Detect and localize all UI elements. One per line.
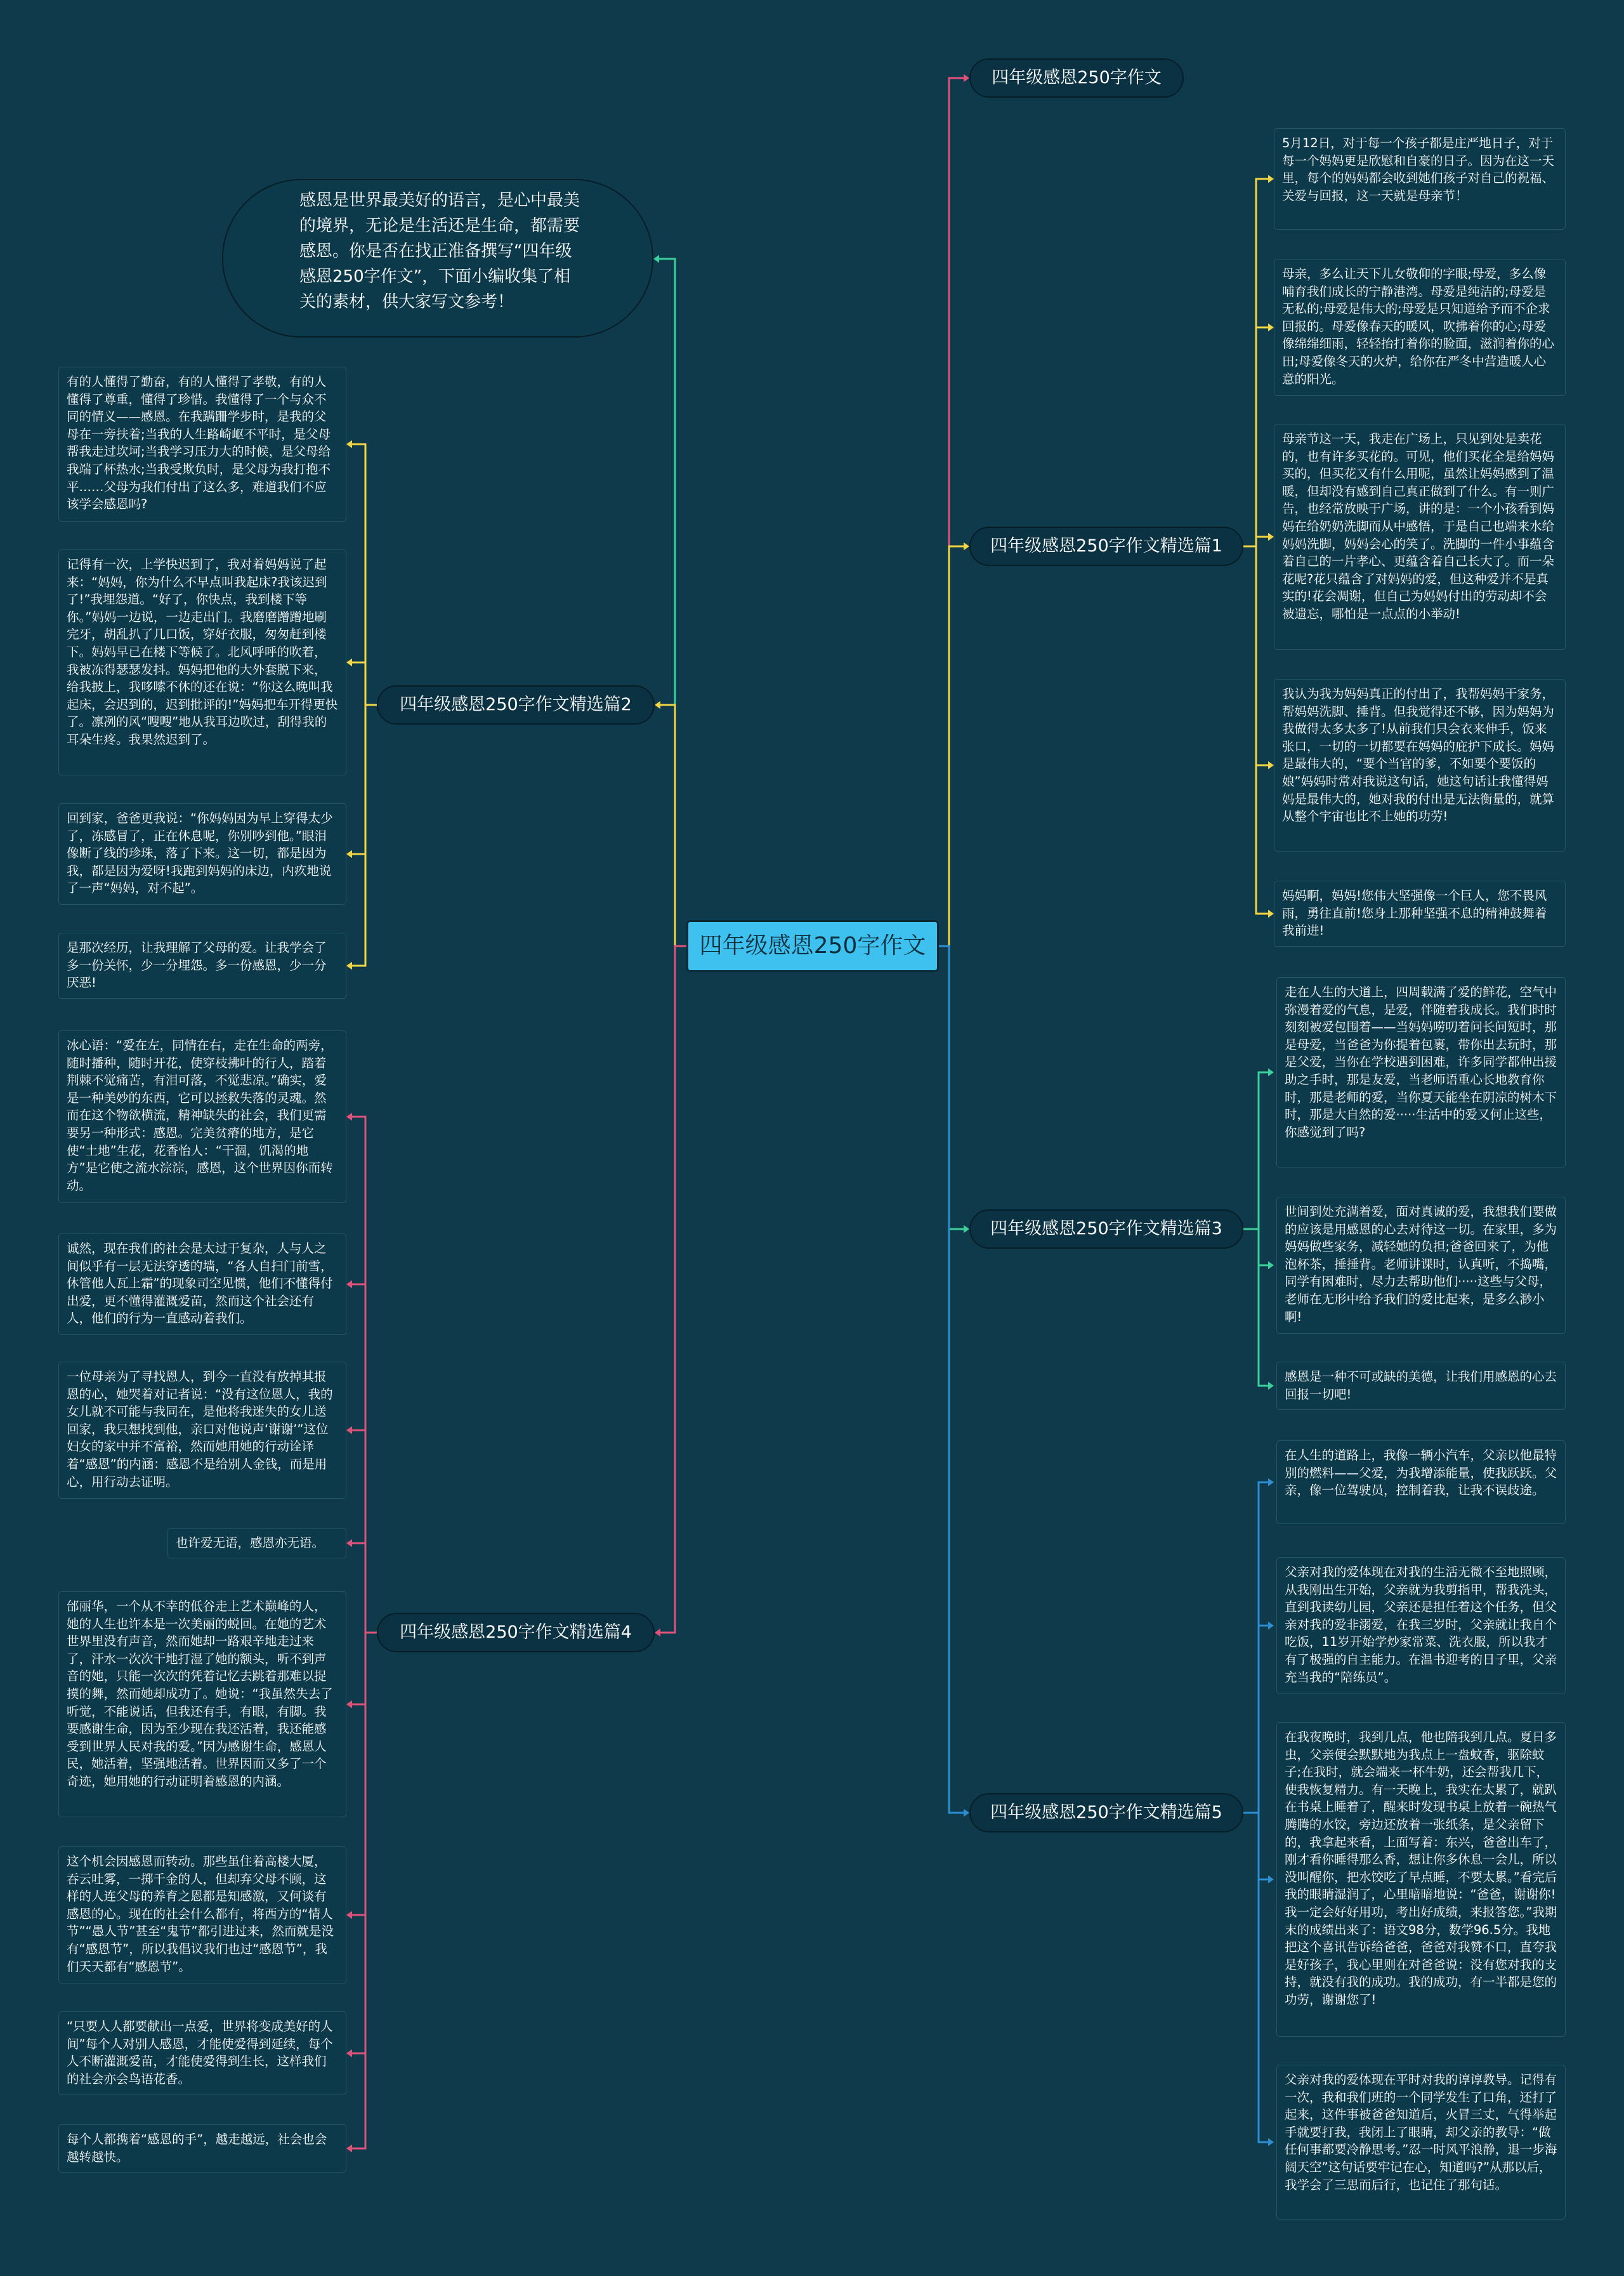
connector-arrow [1268,1622,1274,1630]
connector-arrow [653,255,659,263]
connector-b5-2 [1243,1813,1270,1879]
branch-topic-1[interactable]: 四年级感恩250字作文精选篇1 [969,527,1243,566]
connector-arrow [346,1280,352,1289]
leaf-b4-5[interactable]: 邰丽华，一个从不幸的低谷走上艺术巅峰的人，她的人生也许本是一次美丽的蜕回。在她的艺术世界里没有声音，然而她却一路艰辛地走过来了，汗水一次次干地打湿了她的额头，听不到声音的她，只能一次次的凭着记忆去跳着那难以捉摸的舞，然而她却成功了。她说：“我虽然失去了听觉，不能说话，但我还有手，有眼，有脚。我要感谢生命，因为至少现在我还活着，我还能感受到世界人民对我的爱。”因为感谢生命，感恩人民，她活着，坚强地活着。世界因而又多了一个奇迹，她用她的行动证明着感恩的内涵。 [58,1591,346,1817]
connector-b2-1 [350,662,377,705]
leaf-b2-1[interactable]: 有的人懂得了勤奋，有的人懂得了孝敬，有的人懂得了尊重，懂得了珍惜。我懂得了一个与众不同的情义——感恩。在我蹒跚学步时，是我的父母在一旁扶着;当我的人生路崎岖不平时，是父母帮我走过坎坷;当我学习压力大的时候，是父母给我端了杯热水;当我受欺负时，是父母为我打抱不平……父母为我们付出了这么多，难道我们不应该学会感恩吗? [58,367,346,522]
branch-topic-5[interactable]: 四年级感恩250字作文精选篇5 [969,1793,1243,1832]
connector-root-right-0 [939,78,966,946]
connector-b2-2 [350,705,377,854]
connector-arrow [1268,2138,1274,2147]
connector-arrow [964,74,969,82]
leaf-b2-4[interactable]: 是那次经历，让我理解了父母的爱。让我学会了多一份关怀，少一分埋怨。多一份感恩，少一分厌恶! [58,933,346,999]
connector-b4-5 [350,1633,377,1915]
leaf-b4-7[interactable]: “只要人人都要献出一点爱，世界将变成美好的人间”每个人对别人感恩，才能使爱得到延续，每个人不断灌溉爱苗，才能使爱得到生长，这样我们的社会亦会鸟语花香。 [58,2011,346,2095]
connector-arrow [346,2049,352,2058]
connector-arrow [1268,1382,1274,1390]
leaf-b5-4[interactable]: 父亲对我的爱体现在平时对我的谆谆教导。记得有一次，我和我们班的一个同学发生了口角，还打了起来，这件事被爸爸知道后，火冒三丈，气得举起手就要打我，我闭上了眼睛，却父亲的教导：“做任何事都要冷静思考。”忍一时风平浪静，退一步海阔天空”这句话要牢记在心，知道吗?”从那以后，我学会了三思而后行，也记住了那句话。 [1276,2065,1566,2220]
branch-topic-3[interactable]: 四年级感恩250字作文精选篇3 [969,1209,1243,1249]
leaf-b5-3[interactable]: 在我夜晚时，我到几点，他也陪我到几点。夏日多虫，父亲便会默默地为我点上一盘蚊香，驱除蚊子;在我时，就会端来一杯牛奶，还会帮我几下，使我恢复精力。有一天晚上，我实在太累了，就趴在书桌上睡着了，醒来时发现书桌上放着一碗热气腾腾的水饺，旁边还放着一张纸条，是父亲留下的，我拿起来看，上面写着：东兴，爸爸出车了，刚才看你睡得那么香，想让你多休息一会儿，所以没叫醒你，把水饺吃了早点睡，不要太累。”看完后我的眼睛湿润了，心里暗暗地说：“爸爸，谢谢你!我一定会好好用功，考出好成绩，来报答您。”我期末的成绩出来了：语文98分，数学96.5分。我地把这个喜讯告诉给爸爸，爸爸对我赞不口，直夸我是好孩子，我心里则在对爸爸说：没有您对我的支持，就没有我的成功。我的成功，有一半都是您的功劳，谢谢您了! [1276,1722,1566,2037]
leaf-b5-2[interactable]: 父亲对我的爱体现在对我的生活无微不至地照顾，从我刚出生开始，父亲就为我剪指甲，帮我洗头，直到我读幼儿园，父亲还是担任着这个任务，但父亲对我的爱非溺爱，在我三岁时，父亲就让我自个吃饭，11岁开始学炒家常菜、洗衣服，所以我才有了极强的自主能力。在温书迎考的日子里，父亲充当我的“陪练员”。 [1276,1557,1566,1694]
leaf-b4-2[interactable]: 诚然，现在我们的社会是太过于复杂，人与人之间似乎有一层无法穿透的墙，“各人自扫门前雪，休管他人瓦上霜”的现象司空见惯，他们不懂得付出爱，更不懂得灌溉爱苗，然而这个社会还有人，他们的行为一直感动着我们。 [58,1233,346,1335]
connector-arrow [346,850,352,858]
connector-b3-2 [1243,1229,1270,1386]
leaf-b2-2[interactable]: 记得有一次，上学快迟到了，我对着妈妈说了起来：“妈妈，你为什么不早点叫我起床?我该迟到了!”我埋怨道。“好了，你快点，我到楼下等你。”妈妈一边说，一边走出门。我磨磨蹭蹭地刷完牙，胡乱扒了几口饭，穿好衣服，匆匆赶到楼下。妈妈早已在楼下等候了。北风呼呼的吹着，我被冻得瑟瑟发抖。妈妈把他的大外套脱下来，给我披上，我哆嗦不休的还在说：“你这么晚叫我起床，会迟到的，迟到批评的!”妈妈把车开得更快了。凛冽的风“嗖嗖”地从我耳边吹过，刮得我的耳朵生疼。我果然迟到了。 [58,549,346,775]
leaf-b4-1[interactable]: 冰心语：“爱在左，同情在右，走在生命的两旁，随时播种，随时开花，使穿枝拂叶的行人，踏着荆棘不觉痛苦，有泪可落，不觉悲凉。”确实，爱是一种美妙的东西，它可以拯救失落的灵魂。然而在这个物欲横流，精神缺失的社会，我们更需要另一种形式：感恩。完美贫瘠的地方，是它使“土地”生花，花香怡人：“干涸，饥渴的地方”是它使之流水淙淙，感恩，这个世界因你而转动。 [58,1030,346,1203]
connector-arrow [346,962,352,970]
branch-topic-main[interactable]: 四年级感恩250字作文 [969,58,1184,98]
connector-arrow [964,1809,969,1817]
connector-b1-1 [1243,327,1270,546]
connector-arrow [964,1225,969,1233]
leaf-b4-8[interactable]: 每个人都携着“感恩的手”，越走越远，社会也会越转越快。 [58,2124,346,2173]
connector-b5-0 [1243,1482,1270,1813]
connector-root-left-1 [658,705,686,946]
connector-arrow [346,1700,352,1709]
leaf-b4-4[interactable]: 也许爱无语，感恩亦无语。 [167,1528,346,1558]
branch-topic-2[interactable]: 四年级感恩250字作文精选篇2 [377,685,655,725]
connector-b1-4 [1243,546,1270,914]
connector-arrow [1268,1069,1274,1077]
connector-arrow [1268,1261,1274,1270]
connector-root-right-1 [939,546,966,946]
connector-arrow [346,1911,352,1919]
connector-b4-1 [350,1284,377,1633]
connector-b2-0 [350,444,377,705]
root-topic[interactable]: 四年级感恩250字作文 [686,920,939,972]
leaf-b1-1[interactable]: 5月12日，对于每一个孩子都是庄严地日子，对于每一个妈妈更是欣慰和自豪的日子。因为在这一天里，每个的妈妈都会收到她们孩子对自己的祝福、关爱与回报，这一天就是母亲节！ [1274,128,1566,230]
leaf-b1-3[interactable]: 母亲节这一天，我走在广场上，只见到处是卖花的，也有许多买花的。可见，他们买花全是给妈妈买的，但买花又有什么用呢，虽然让妈妈感到了温暖，但却没有感到自己真正做到了什么。有一则广告，也经常放映于广场，讲的是：一个小孩看到妈妈在给奶奶洗脚而从中感悟，于是自己也端来水给妈妈洗脚，妈妈会心的笑了。洗脚的一件小事蕴含着自己的一片孝心、更蕴含着自己长大了。而一朵花呢?花只蕴含了对妈妈的爱，但这种爱并不是真实的!花会凋谢，但自己为妈妈付出的劳动却不会被遗忘，哪怕是一点点的小举动! [1274,424,1566,650]
connector-b4-4 [350,1633,377,1704]
leaf-b2-3[interactable]: 回到家，爸爸更我说：“你妈妈因为早上穿得太少了，冻感冒了，正在休息呢，你别吵到他。”眼泪像断了线的珍珠，落了下来。这一切，都是因为我，都是因为爱呀!我跑到妈妈的床边，内疚地说了一声“妈妈，对不起”。 [58,803,346,905]
branch-topic-4[interactable]: 四年级感恩250字作文精选篇4 [377,1613,655,1652]
connector-arrow [964,543,969,551]
leaf-b4-6[interactable]: 这个机会因感恩而转动。那些虽住着高楼大厦，吞云吐雾，一掷千金的人，但却弃父母不顾，这样的人连父母的养育之恩都是知感激，又何谈有感恩的心。现在的社会什么都有，将西方的“情人节”“愚人节”甚至“鬼节”都引进过来，然而就是没有“感恩节”，所以我倡议我们也过“感恩节”，我们天天都有“感恩节”。 [58,1846,346,1983]
connector-b3-1 [1243,1229,1270,1265]
connector-b4-0 [350,1117,377,1633]
connector-arrow [346,2145,352,2153]
connector-arrow [346,1426,352,1435]
connector-b5-3 [1243,1813,1270,2142]
connector-b4-2 [350,1430,377,1633]
connector-arrow [1268,1876,1274,1884]
connector-arrow [1268,910,1274,918]
connector-arrow [346,659,352,667]
connector-arrow [1268,324,1274,332]
connector-arrow [1268,175,1274,183]
leaf-b3-2[interactable]: 世间到处充满着爱，面对真诚的爱，我想我们要做的应该是用感恩的心去对待这一切。在家里，多为妈妈做些家务，减轻她的负担;爸爸回来了，为他泡杯茶，捶捶背。老师讲课时，认真听，不捣嘴，同学有困难时，尽力去帮助他们·····这些与父母，老师在无形中给予我们的爱比起来，是多么渺小啊! [1276,1197,1566,1334]
connector-arrow [346,1113,352,1121]
connector-arrow [1268,761,1274,770]
connector-b4-3 [350,1543,377,1633]
connector-arrow [655,1629,660,1637]
leaf-b1-2[interactable]: 母亲，多么让天下儿女敬仰的字眼;母爱，多么像哺育我们成长的宁静港湾。母爱是纯洁的;母爱是无私的;母爱是伟大的;母爱是只知道给予而不企求回报的。母爱像春天的暖风，吹拂着你的心;母爱像绵绵细雨，轻轻抬打着你的脸面，滋润着你的心田;母爱像冬天的火炉，给你在严冬中营造暖人心意的阳光。 [1274,259,1566,396]
connector-b2-3 [350,705,377,966]
leaf-b1-4[interactable]: 我认为我为妈妈真正的付出了，我帮妈妈干家务，帮妈妈洗脚、捶背。但我觉得还不够，因为妈妈为我做得太多太多了!从前我们只会衣来伸手，饭来张口，一切的一切都要在妈妈的庇护下成长。妈妈是最伟大的，“要个当官的爹，不如要个要饭的娘”妈妈时常对我说这句话，她这句话让我懂得妈妈是最伟大的，她对我的付出是无法衡量的，就算从整个宇宙也比不上她的功劳! [1274,679,1566,852]
leaf-b5-1[interactable]: 在人生的道路上，我像一辆小汽车，父亲以他最特别的燃料——父爱，为我增添能量，使我跃跃。父亲，像一位驾驶员，控制着我，让我不误歧途。 [1276,1440,1566,1524]
leaf-b1-5[interactable]: 妈妈啊，妈妈!您伟大坚强像一个巨人，您不畏风雨，勇往直前!您身上那种坚强不息的精神鼓舞着我前进! [1274,881,1566,947]
connector-b1-2 [1243,537,1270,546]
intro-bubble[interactable]: 感恩是世界最美好的语言，是心中最美的境界，无论是生活还是生命，都需要感恩。你是否在找正准备撰写“四年级感恩250字作文”，下面小编收集了相关的素材，供大家写文参考！ [222,179,653,338]
connector-b4-6 [350,1633,377,2053]
connector-b5-1 [1243,1626,1270,1813]
connector-arrow [655,701,660,709]
connector-arrow [1268,1478,1274,1487]
connector-arrow [346,440,352,449]
leaf-b3-3[interactable]: 感恩是一种不可或缺的美德，让我们用感恩的心去回报一切吧! [1276,1362,1566,1410]
connector-arrow [346,1539,352,1548]
connector-arrow [1268,533,1274,541]
leaf-b4-3[interactable]: 一位母亲为了寻找恩人，到今一直没有放掉其报恩的心，她哭着对记者说：“没有这位恩人，我的女儿就不可能与我同在，是他将我迷失的女儿送回家，我只想找到他，亲口对他说声‘谢谢’”这位妇女的家中并不富裕，然而她用她的行动诠译着“感恩”的内涵：感恩不是给别人金钱，而是用心，用行动去证明。 [58,1362,346,1499]
connector-root-left-2 [658,946,686,1633]
leaf-b3-1[interactable]: 走在人生的大道上，四周载满了爱的鲜花，空气中弥漫着爱的气息，是爱，伴随着我成长。我们时时刻刻被爱包围着——当妈妈唠叨着问长问短时，那是母爱，当爸爸为你提着包裹，带你出去玩时，那是父爱，当你在学校遇到困难，许多同学都伸出援助之手时，那是友爱，当老师语重心长地教育你时，那是老师的爱，当你夏天能坐在阴凉的树木下时，那是大自然的爱·····生活中的爱又何止这些，你感觉到了吗? [1276,977,1566,1168]
connector-root-left-0 [657,259,686,946]
connector-root-right-3 [939,946,966,1813]
connector-b3-0 [1243,1072,1270,1229]
connector-b4-7 [350,1633,377,2148]
connector-root-right-2 [939,946,966,1229]
